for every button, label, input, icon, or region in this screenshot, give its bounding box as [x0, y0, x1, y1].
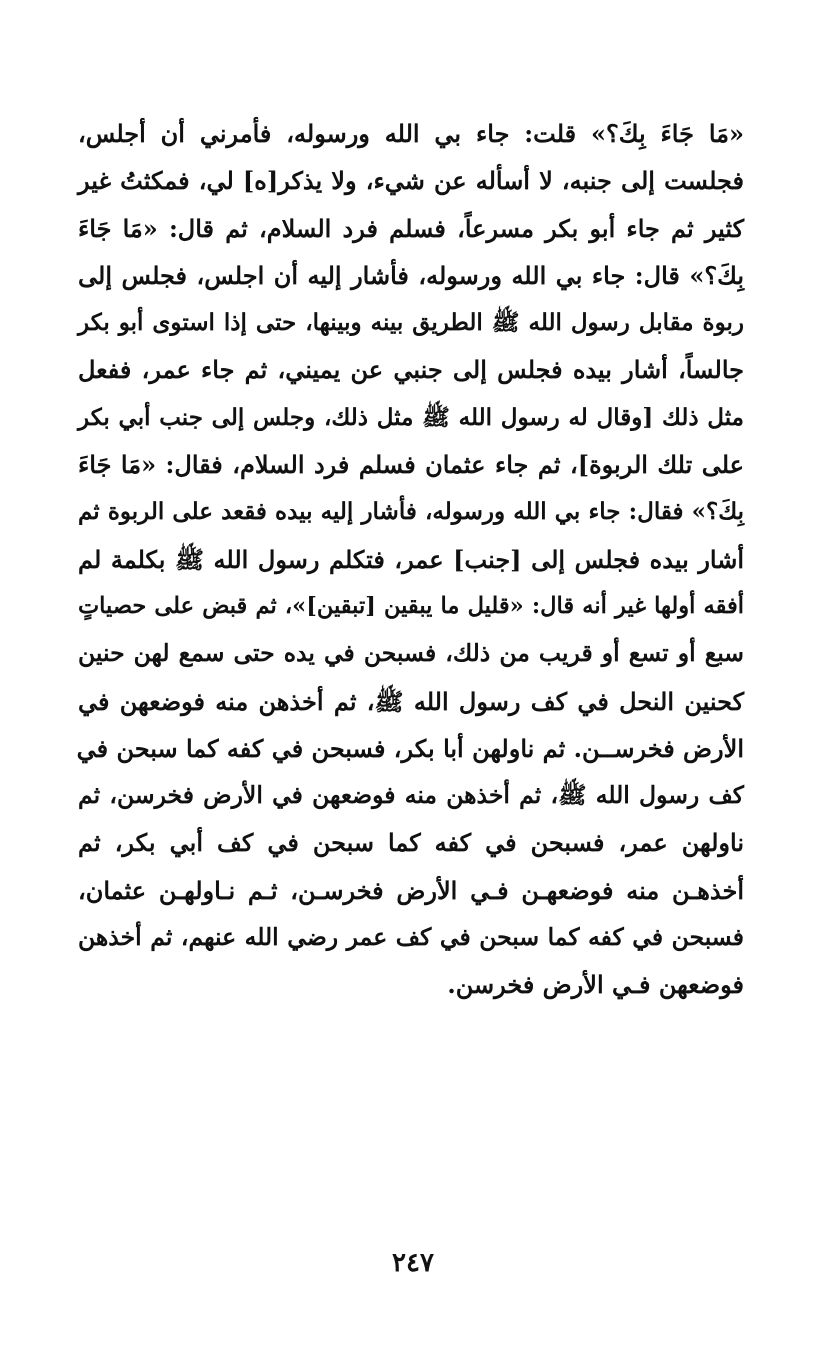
body-text	[78, 110, 744, 1009]
text-line: أفقه أولها غير أنه قال: «قليل ما يبقين [تبقين]»، ثم قبض على حصياتٍ	[78, 592, 744, 619]
text-line: مثل ذلك [وقال له رسول الله ﷺ مثل ذلك، وجلس إلى جنب أبي بكر	[78, 403, 744, 431]
text-line: كحنين النحل في كف رسول الله ﷺ، ثم أخذهن منه فوضعهن في	[78, 686, 744, 716]
text-line: «مَا جَاءَ بِكَ؟» قلت: جاء بي الله ورسوله، فأمرني أن أجلس،	[78, 119, 744, 148]
text-line: جالساً، أشار بيده فجلس إلى جنبي عن يميني، ثم جاء عمر، ففعل	[78, 355, 744, 385]
page-number: ٢٤٧	[392, 1248, 434, 1278]
text-line: كثير ثم جاء أبو بكر مسرعاً، فسلم فرد السلام، ثم قال: «مَا جَاءَ	[78, 213, 744, 243]
text-line: فسبحن في كفه كما سبحن في كف عمر رضي الله عنهم، ثم أخذهن	[78, 923, 744, 952]
text-line: أشار بيده فجلس إلى [جنب] عمر، فتكلم رسول الله ﷺ بكلمة لم	[78, 544, 745, 574]
text-line: سبع أو تسع أو قريب من ذلك، فسبحن في يده حتى سمع لهن حنين	[78, 639, 744, 668]
text-line: على تلك الربوة]، ثم جاء عثمان فسلم فرد السلام، فقال: «مَا جَاءَ	[78, 450, 744, 480]
text-line: بِكَ؟» قال: جاء بي الله ورسوله، فأشار إليه أن اجلس، فجلس إلى	[78, 260, 744, 290]
text-line: بِكَ؟» فقال: جاء بي الله ورسوله، فأشار إليه بيده فقعد على الربوة ثم	[78, 498, 744, 526]
text-line: فجلست إلى جنبه، لا أسأله عن شيء، ولا يذكر[ه] لي، فمكثتُ غير	[78, 166, 744, 196]
text-line: ربوة مقابل رسول الله ﷺ الطريق بينه وبينها، حتى إذا استوى أبو بكر	[78, 309, 744, 337]
text-line: أخذهـن منه فوضعهـن فـي الأرض فخرسـن، ثـم نـاولهـن عثمان،	[78, 875, 744, 905]
text-line: الأرض فخرســن. ثم ناولهن أبا بكر، فسبحن في كفه كما سبحن في	[76, 733, 744, 763]
text-line: كف رسول الله ﷺ، ثم أخذهن منه فوضعهن في الأرض فخرسن، ثم	[78, 781, 744, 810]
text-line: ناولهن عمر، فسبحن في كفه كما سبحن في كف أبي بكر، ثم	[78, 828, 745, 858]
text-line-last: فوضعهن فـي الأرض فخرسن.	[447, 970, 744, 1000]
